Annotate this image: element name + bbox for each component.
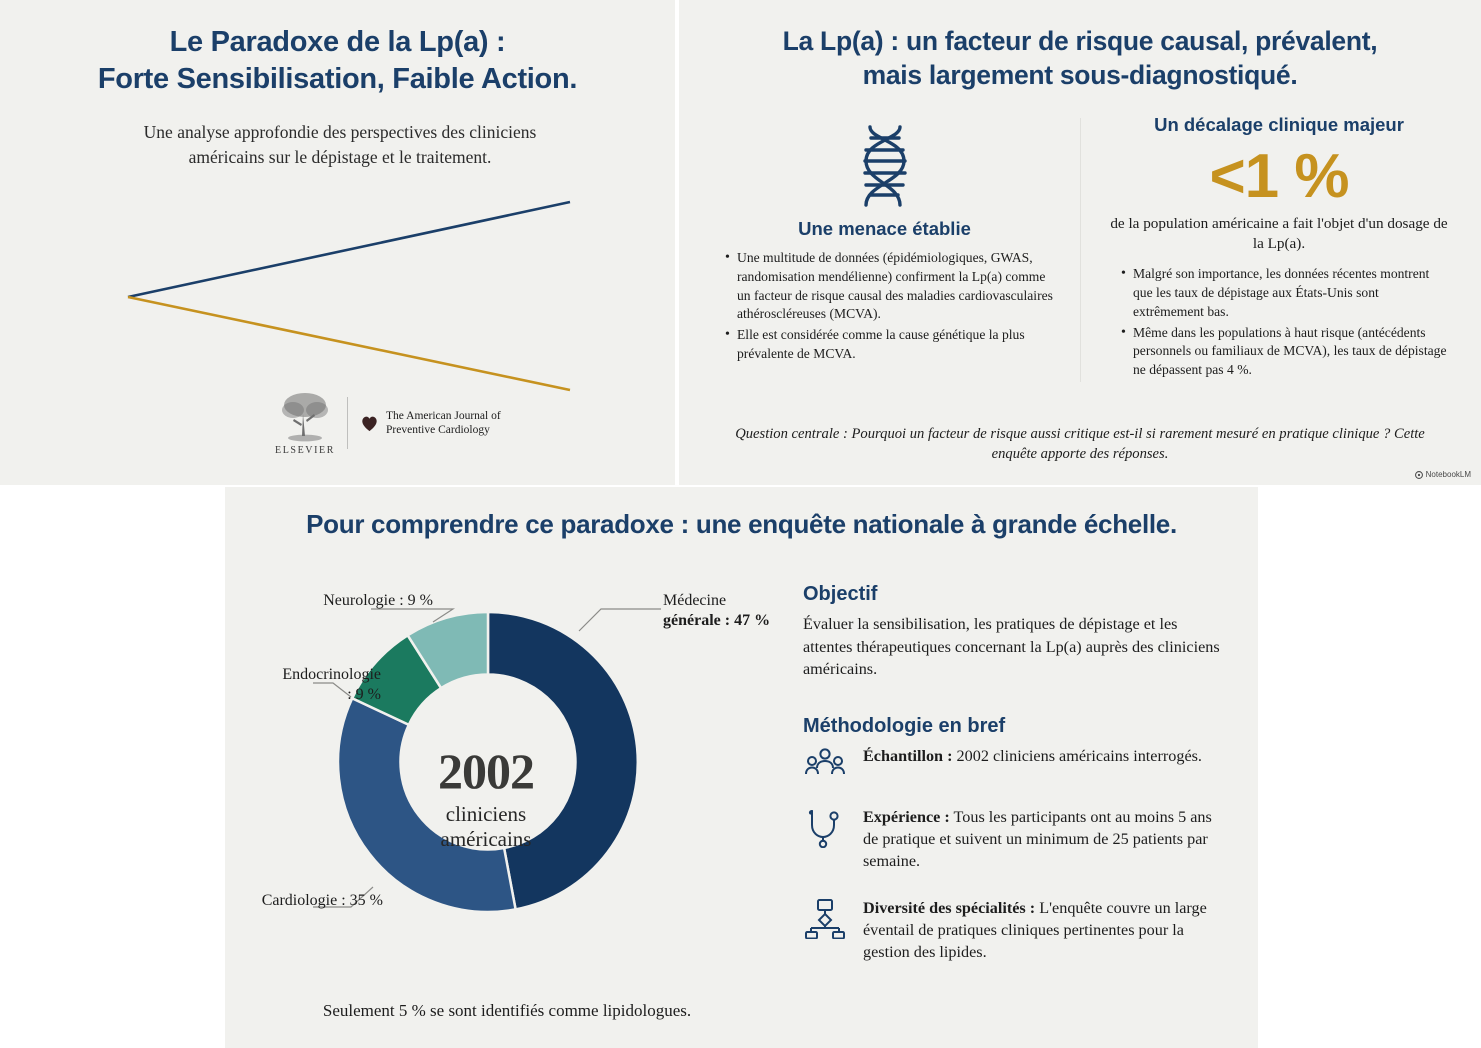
panel-b-columns <box>693 114 1467 382</box>
elsevier-wordmark: ELSEVIER <box>275 445 336 456</box>
list-item-body: 2002 cliniciens américains interrogés. <box>952 746 1202 765</box>
ajpc-logo <box>360 409 501 438</box>
methodologie-list <box>803 745 1223 963</box>
donut-center-line2: américains <box>440 827 532 851</box>
dna-icon <box>848 123 922 209</box>
stethoscope-icon-wrap <box>803 806 847 848</box>
donut-label-neurologie: Neurologie : 9 % <box>323 592 433 609</box>
central-question: Question centrale : Pourquoi un facteur de risque aussi critique est-il si rarement mesuré en pratique clinique ? Cette enquête apporte des réponses. <box>735 426 1425 463</box>
list-item: • Même dans les populations à haut risque (antécédents personnels ou familiaux de MCVA), les taux de dépistage ne dépassent pas 4 %. <box>1121 324 1451 380</box>
hero-panel <box>0 0 675 485</box>
dna-icon-wrap <box>711 118 1058 214</box>
list-item <box>803 897 1223 963</box>
panel-b-title-line2: mais largement sous-diagnostiqué. <box>862 60 1298 91</box>
clinical-gap-bullets <box>1107 265 1451 380</box>
journal-name-line2: Preventive Cardiology <box>386 424 490 436</box>
people-group-icon <box>805 747 845 781</box>
list-item-label: Expérience : <box>863 807 950 826</box>
org-chart-icon-wrap <box>803 897 847 939</box>
notebooklm-badge <box>1415 470 1471 479</box>
list-item-text <box>863 745 1202 767</box>
clinical-gap-heading: Un décalage clinique majeur <box>1154 114 1404 135</box>
diverging-lines-graphic <box>110 180 610 410</box>
notebooklm-icon <box>1415 471 1423 479</box>
objectif-text: Évaluer la sensibilisation, les pratiques de dépistage et les attentes thérapeutiques concernant la Lp(a) auprès des cliniciens américains. <box>803 615 1220 679</box>
org-chart-icon <box>805 899 845 939</box>
donut-center-label <box>379 743 594 852</box>
donut-label-cardiologie: Cardiologie : 35 % <box>261 892 383 909</box>
stat-value: <1 % <box>1209 142 1349 211</box>
established-threat-column <box>693 118 1080 382</box>
survey-panel <box>225 487 1258 1048</box>
objectif-heading: Objectif <box>803 583 878 605</box>
stat-caption: de la population américaine a fait l'objet d'un dosage de la Lp(a). <box>1110 215 1448 253</box>
logo-divider <box>347 397 348 449</box>
list-item <box>803 745 1223 781</box>
list-item: • Une multitude de données (épidémiologiques, GWAS, randomisation mendélienne) confirment la Lp(a) comme un facteur de risque causal des maladies cardiovasculaires athéroscléreuses (MCVA). <box>725 249 1058 324</box>
list-item-label: Diversité des spécialités : <box>863 898 1036 917</box>
list-item-text <box>863 806 1223 872</box>
list-item-body: Tous les participants ont au moins 5 ans de pratique et suivent un minimum de 25 patients par semaine. <box>863 807 1212 870</box>
journal-name <box>386 409 501 438</box>
donut-center-number: 2002 <box>438 743 534 800</box>
elsevier-tree-icon <box>277 390 333 444</box>
donut-label-endocrinologie: Endocrinologie : 9 % <box>282 666 381 703</box>
specialty-donut-chart <box>243 569 771 1039</box>
people-group-icon-wrap <box>803 745 847 781</box>
causal-risk-panel <box>679 0 1481 485</box>
publisher-logos <box>275 390 501 456</box>
list-item: • Malgré son importance, les données récentes montrent que les taux de dépistage aux États-Unis sont extrêmement bas. <box>1121 265 1451 321</box>
established-threat-bullets <box>711 249 1058 364</box>
page-title-line1: Le Paradoxe de la Lp(a) : <box>169 26 506 58</box>
stethoscope-icon <box>807 808 843 848</box>
donut-label-medecine-generale: Médecine générale : 47 % <box>663 592 771 629</box>
established-threat-heading: Une menace établie <box>798 218 971 239</box>
page-subtitle: Une analyse approfondie des perspectives des cliniciens américains sur le dépistage et le traitement. <box>143 122 537 168</box>
donut-center-line1: cliniciens <box>445 802 527 827</box>
panel-b-title <box>703 24 1457 93</box>
heart-icon <box>360 414 379 433</box>
list-item-body: L'enquête couvre un large éventail de pratiques cliniques pertinentes pour la gestion des lipides. <box>863 898 1207 961</box>
donut-footnote: Seulement 5 % se sont identifiés comme lipidologues. <box>322 1001 692 1020</box>
journal-name-line1: The American Journal of <box>386 409 501 422</box>
list-item-label: Échantillon : <box>863 746 953 765</box>
page-title <box>30 24 645 98</box>
page-title-line2: Forte Sensibilisation, Faible Action. <box>97 63 578 96</box>
list-item-text <box>863 897 1223 963</box>
panel-b-title-line1: La Lp(a) : un facteur de risque causal, prévalent, <box>782 26 1378 56</box>
elsevier-logo <box>275 390 335 456</box>
survey-details-column <box>803 583 1223 988</box>
notebooklm-label: NotebookLM <box>1425 470 1471 479</box>
methodologie-heading: Méthodologie en bref <box>803 714 1006 737</box>
clinical-gap-column <box>1080 114 1467 382</box>
panel-c-title: Pour comprendre ce paradoxe : une enquête nationale à grande échelle. <box>306 509 1177 539</box>
list-item <box>803 806 1223 872</box>
list-item: • Elle est considérée comme la cause génétique la plus prévalente de MCVA. <box>725 326 1058 364</box>
